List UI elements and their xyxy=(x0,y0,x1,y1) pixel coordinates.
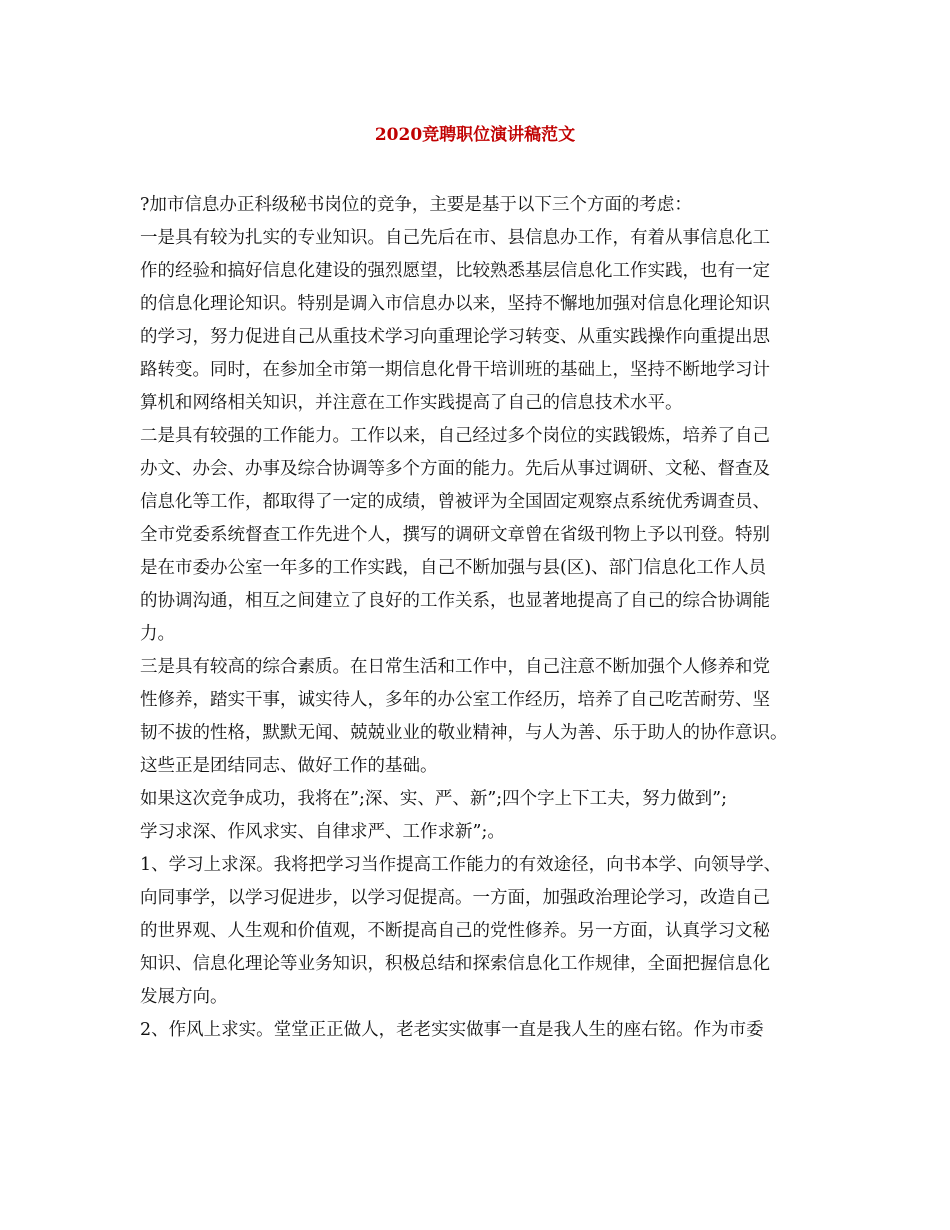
text-line: 是在市委办公室一年多的工作实践，自己不断加强与县(区)、部门信息化工作人员 xyxy=(140,558,767,578)
text-line: 办文、办会、办事及综合协调等多个方面的能力。先后从事过调研、文秘、督查及 xyxy=(140,459,770,479)
text-line: 性修养，踏实干事，诚实待人，多年的办公室工作经历，培养了自己吃苦耐劳、坚 xyxy=(140,690,770,710)
text-line: 的信息化理论知识。特别是调入市信息办以来，坚持不懈地加强对信息化理论知识 xyxy=(140,294,770,314)
text-line: 路转变。同时，在参加全市第一期信息化骨干培训班的基础上，坚持不断地学习计 xyxy=(140,360,770,380)
text-line: 的协调沟通，相互之间建立了良好的工作关系，也显著地提高了自己的综合协调能 xyxy=(140,591,770,611)
text-line: 1、学习上求深。我将把学习当作提高工作能力的有效途径，向书本学、向领导学、 xyxy=(140,855,782,875)
text-line: 算机和网络相关知识，并注意在工作实践提高了自己的信息技术水平。 xyxy=(140,393,683,413)
text-line: 作的经验和搞好信息化建设的强烈愿望，比较熟悉基层信息化工作实践，也有一定 xyxy=(140,261,770,281)
text-line: 一是具有较为扎实的专业知识。自己先后在市、县信息办工作，有着从事信息化工 xyxy=(140,228,770,248)
text-line: 全市党委系统督查工作先进个人，撰写的调研文章曾在省级刊物上予以刊登。特别 xyxy=(140,525,770,545)
text-line: 如果这次竞争成功，我将在”;深、实、严、新”;四个字上下工夫，努力做到”; xyxy=(140,789,728,809)
text-line: 信息化等工作，都取得了一定的成绩，曾被评为全国固定观察点系统优秀调查员、 xyxy=(140,492,770,512)
text-line: 这些正是团结同志、做好工作的基础。 xyxy=(140,756,438,776)
text-line: 知识、信息化理论等业务知识，积极总结和探索信息化工作规律，全面把握信息化 xyxy=(140,954,770,974)
text-line: 的学习，努力促进自己从重技术学习向重理论学习转变、从重实践操作向重提出思 xyxy=(140,327,770,347)
text-line: 二是具有较强的工作能力。工作以来，自己经过多个岗位的实践锻炼，培养了自己 xyxy=(140,426,770,446)
text-line: 力。 xyxy=(140,624,175,644)
text-line: 向同事学，以学习促进步，以学习促提高。一方面，加强政治理论学习，改造自己 xyxy=(140,888,770,908)
text-line: 韧不拔的性格，默默无闻、兢兢业业的敬业精神，与人为善、乐于助人的协作意识。 xyxy=(140,723,788,743)
text-line: 发展方向。 xyxy=(140,987,228,1007)
text-line: 三是具有较高的综合素质。在日常生活和工作中，自己注意不断加强个人修养和党 xyxy=(140,657,770,677)
text-line: 的世界观、人生观和价值观，不断提高自己的党性修养。另一方面，认真学习文秘 xyxy=(140,921,770,941)
text-line: 2、作风上求实。堂堂正正做人，老老实实做事一直是我人生的座右铭。作为市委 xyxy=(140,1020,764,1040)
text-line: ?加市信息办正科级秘书岗位的竞争，主要是基于以下三个方面的考虑： xyxy=(140,195,692,215)
document-body xyxy=(140,189,816,1047)
text-line: 学习求深、作风求实、自律求严、工作求新”;。 xyxy=(140,822,505,842)
document-title: 2020竞聘职位演讲稿范文 xyxy=(374,125,576,145)
